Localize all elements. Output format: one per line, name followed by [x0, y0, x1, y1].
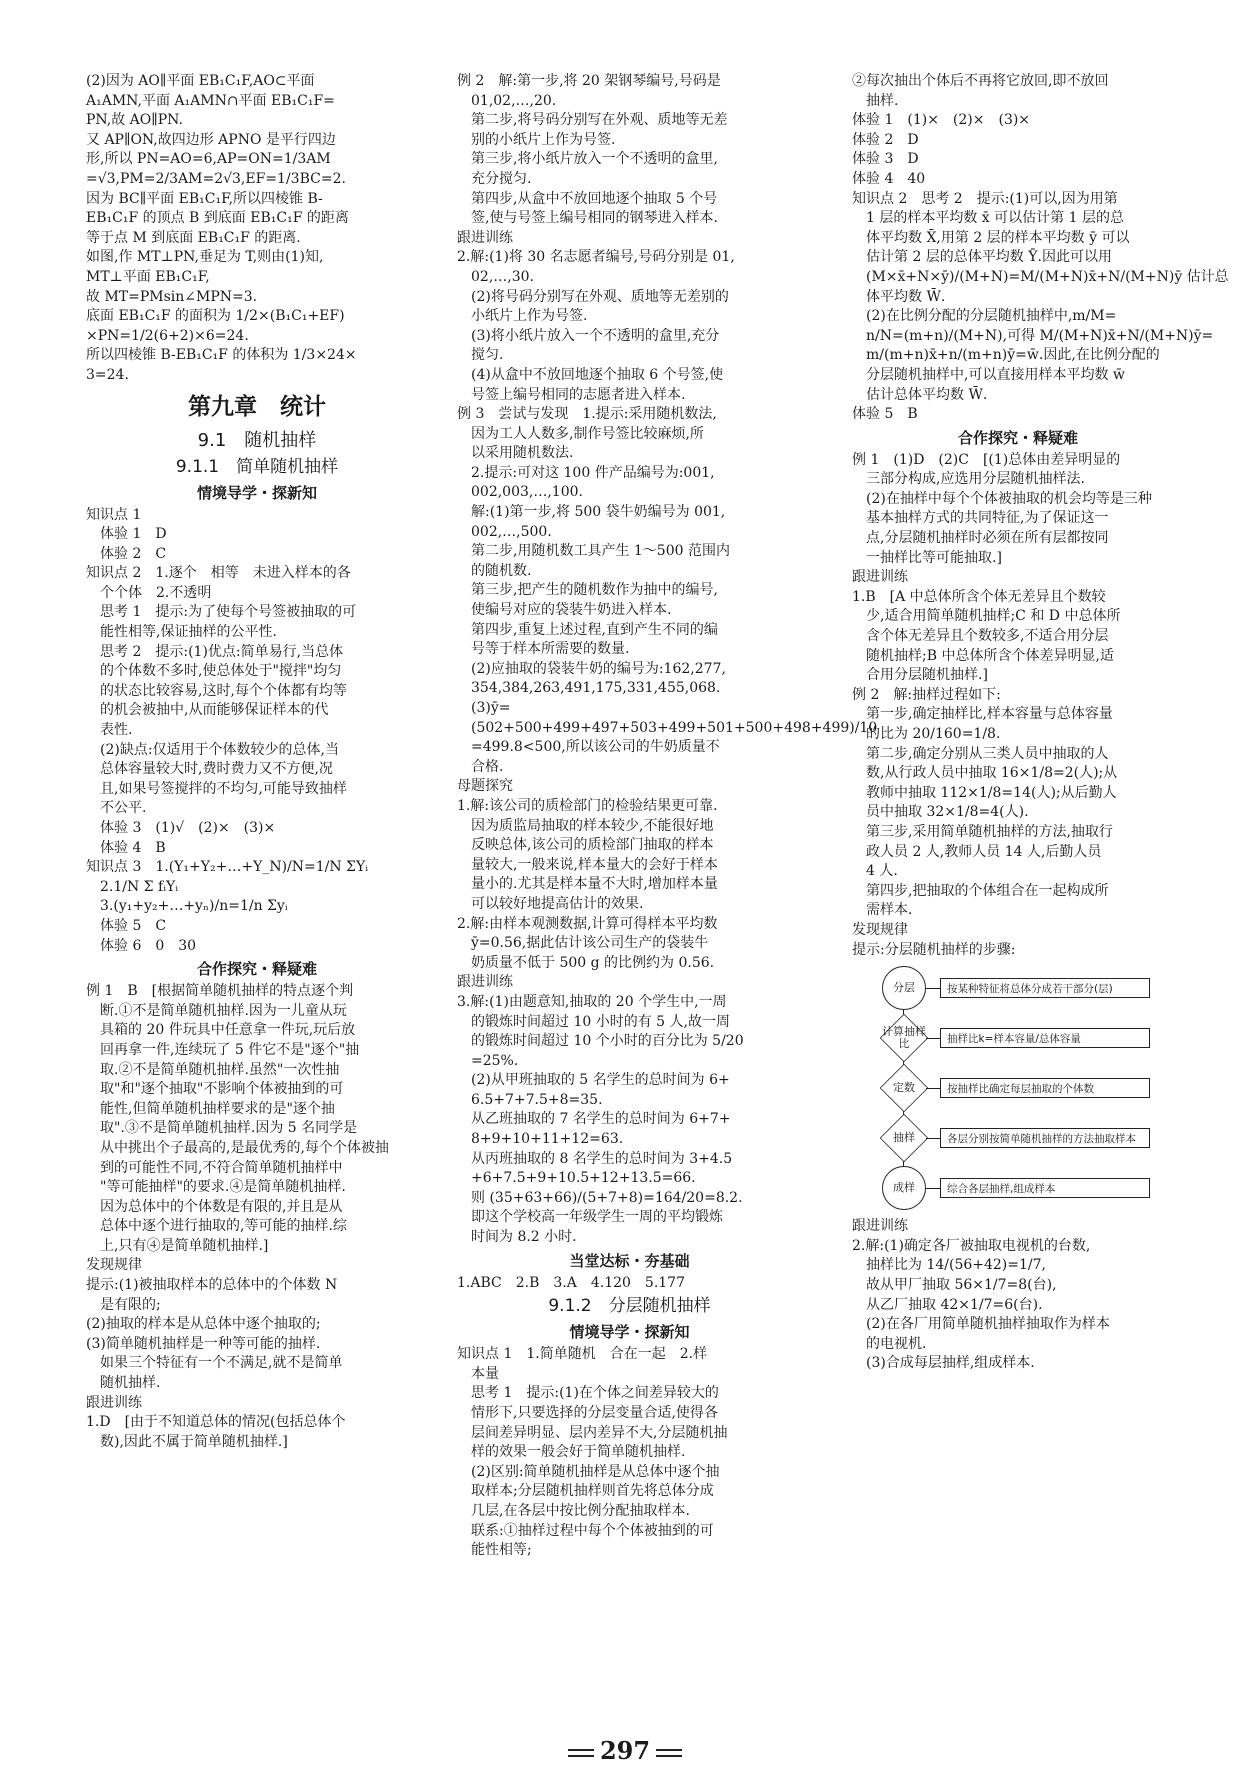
text-line: 2.提示:可对这 100 件产品编号为:001, [457, 464, 715, 481]
text-line: 抽样比为 14/(56+42)=1/7, [852, 1257, 1046, 1274]
text-line: MT⊥平面 EB₁C₁F, [86, 268, 210, 285]
text-line: 搅匀. [457, 347, 504, 364]
text-line: 第二步,用随机数工具产生 1～500 范围内 [457, 543, 730, 560]
text-line: 几层,在各层中按比例分配抽取样本. [457, 1502, 690, 1519]
text-line: 跟进训练 [457, 974, 513, 991]
text-line: 第三步,把产生的随机数作为抽中的编号, [457, 582, 718, 599]
text-line: 体验 5 B [852, 406, 918, 423]
text-line: 体验 3 D [852, 151, 919, 168]
text-line: 号等于样本所需要的数量. [457, 641, 630, 658]
text-line: 例 1 (1)D (2)C [(1)总体由差异明显的 [852, 451, 1121, 468]
text-line: 例 3 尝试与发现 1.提示:采用随机数法, [457, 406, 717, 423]
text-line: 思考 2 提示:(1)优点:简单易行,当总体 [86, 643, 344, 660]
text-line: (2)在比例分配的分层随机抽样中,m/M= [852, 308, 1117, 325]
text-line: 002,…,500. [457, 523, 552, 540]
band-heading-2: 合作探究・释疑难 [196, 960, 317, 979]
text-line: 体验 2 D [852, 131, 919, 148]
flow-link-3 [926, 1088, 940, 1089]
text-line: "等可能抽样"的要求.④是简单随机抽样. [86, 1179, 346, 1196]
band-heading-3: 当堂达标・夯基础 [569, 1251, 690, 1270]
text-line: 体平均数 W̄. [852, 288, 946, 305]
text-line: (3)简单随机抽样是一种等可能的抽样. [86, 1335, 321, 1352]
text-line: 能性相等; [457, 1542, 532, 1559]
flow-link-1 [926, 988, 940, 989]
text-line: 例 2 解:第一步,将 20 架钢琴编号,号码是 [457, 73, 721, 89]
text-line: 奶质量不低于 500 g 的比例约为 0.56. [457, 954, 715, 971]
page-number [560, 1736, 690, 1765]
text-line: 基本抽样方式的共同特征,为了保证这一 [852, 510, 1109, 527]
text-line: 随机抽样;B 中总体所含个体差异明显,适 [852, 647, 1114, 664]
text-line: 从乙班抽取的 7 名学生的总时间为 6+7+ [457, 1111, 731, 1128]
text-line: 的状态比较容易,这时,每个个体都有均等 [86, 682, 347, 699]
text-line: 取样本;分层随机抽样则首先将总体分成 [457, 1483, 714, 1500]
text-line: 取"和"逐个抽取"不影响个体被抽到的可 [86, 1081, 344, 1098]
text-line: =25%. [457, 1052, 519, 1069]
text-line: 的电视机. [852, 1335, 927, 1352]
text-line: 4 人. [852, 863, 898, 880]
col3-part3-block [852, 1217, 1184, 1374]
text-line: 知识点 2 思考 2 提示:(1)可以,因为用第 [852, 190, 1118, 207]
text-line: 3.(y₁+y₂+…+yₙ)/n=1/n Σyᵢ [86, 898, 288, 915]
text-line: 合用分层随机抽样.] [852, 667, 988, 684]
text-line: 思考 1 提示:为了使每个号签被抽取的可 [86, 604, 357, 621]
text-line: ×PN=1/2(6+2)×6=24. [86, 327, 249, 344]
text-line: 总体中逐个进行抽取的,等可能的抽样.综 [86, 1218, 347, 1235]
text-line: 能性,但简单随机抽样要求的是"逐个抽 [86, 1100, 335, 1117]
flow-node-4: 抽样 [882, 1116, 926, 1160]
text-line: 回再拿一件,连续玩了 5 件它不是"逐个"抽 [86, 1041, 360, 1058]
text-line: 能性相等,保证抽样的公平性. [86, 624, 277, 641]
flow-node-1: 分层 [882, 966, 926, 1010]
text-line: 发现规律 [852, 921, 908, 938]
text-line: 提示:分层随机抽样的步骤: [852, 941, 1016, 958]
band-heading-4: 情境导学・探新知 [569, 1323, 690, 1342]
text-line: 的个体数不多时,使总体处于"搅拌"均匀 [86, 663, 342, 680]
text-line: 体验 4 B [86, 839, 166, 856]
text-line: 第二步,将号码分别写在外观、质地等无差 [457, 112, 728, 129]
flow-node-3: 定数 [882, 1066, 926, 1110]
text-line: n/N=(m+n)/(M+N),可得 M/(M+N)x̄+N/(M+N)ȳ= [852, 327, 1214, 344]
flow-link-4 [926, 1138, 940, 1139]
text-line: 第二步,确定分别从三类人员中抽取的人 [852, 745, 1109, 762]
band-heading-1: 情境导学・探新知 [196, 483, 317, 502]
text-line: (2)在各厂用简单随机抽样抽取作为样本 [852, 1316, 1110, 1333]
text-line: 提示:(1)被抽取样本的总体中的个体数 N [86, 1277, 338, 1294]
text-line: 故 MT=PMsin∠MPN=3. [86, 288, 258, 305]
text-line: 第一步,确定抽样比,样本容量与总体容量 [852, 706, 1113, 723]
text-line: 且,如果号签搅拌的不均匀,可能导致抽样 [86, 780, 347, 797]
text-line: 断.①不是简单随机抽样.因为一儿童从玩 [86, 1002, 347, 1019]
text-line: 体验 2 C [86, 545, 167, 562]
text-line: m/(m+n)x̄+n/(m+n)ȳ=w̄.因此,在比例分配的 [852, 347, 1160, 364]
text-line: 第四步,重复上述过程,直到产生不同的编 [457, 621, 718, 638]
text-line: PN,故 AO∥PN. [86, 112, 183, 129]
text-line: A₁AMN,平面 A₁AMN∩平面 EB₁C₁F= [86, 92, 335, 109]
col3-part1-block [852, 72, 1229, 425]
flow-desc-1: 按某种特征将总体分成若干部分(层) [940, 978, 1150, 998]
text-line: 数),因此不属于简单随机抽样.] [86, 1433, 288, 1450]
text-line: 合格. [457, 758, 504, 775]
text-line: 3=24. [86, 366, 129, 383]
text-line: (3)将小纸片放入一个不透明的盒里,充分 [457, 327, 720, 344]
text-line: 体验 5 C [86, 917, 167, 934]
text-line: 体验 6 0 30 [86, 937, 197, 954]
text-line: 的随机数. [457, 562, 532, 579]
text-line: 三部分构成,应选用分层随机抽样法. [852, 471, 1085, 488]
text-line: 估计第 2 层的总体平均数 Ȳ.因此可以用 [852, 249, 1112, 266]
text-line: 所以四棱锥 B-EB₁C₁F 的体积为 1/3×24× [86, 347, 357, 364]
text-line: (3)合成每层抽样,组成样本. [852, 1355, 1035, 1372]
text-line: (2)缺点:仅适用于个体数较少的总体,当 [86, 741, 339, 758]
text-line: (2)抽取的样本是从总体中逐个抽取的; [86, 1316, 321, 1333]
text-line: 知识点 3 1.(Y₁+Y₂+…+Y_N)/N=1/N ΣYᵢ [86, 859, 369, 876]
text-line: 形,所以 PN=AO=6,AP=ON=1/3AM [86, 151, 331, 168]
text-line: 因为总体中的个体数是有限的,并且是从 [86, 1198, 343, 1215]
page-number-left-rule [568, 1749, 594, 1757]
flow-node-2: 计算抽样比 [882, 1016, 926, 1060]
text-line: 2.1/N Σ fᵢYᵢ [86, 878, 179, 895]
flow-node-5: 成样 [882, 1166, 926, 1210]
text-line: 因为工人人数多,制作号签比较麻烦,所 [457, 425, 704, 442]
text-line: 表性. [86, 722, 133, 739]
text-line: 2.解:(1)将 30 名志愿者编号,号码分别是 01, [457, 249, 735, 266]
text-line: 教师中抽取 112×1/8=14(人);从后勤人 [852, 784, 1117, 801]
text-line: 可以较好地提高估计的效果. [457, 895, 644, 912]
column-right [852, 72, 1229, 1374]
text-line: 点,分层随机抽样时必须在所有层都按同 [852, 530, 1109, 547]
text-line: 样的效果一般会好于简单随机抽样. [457, 1444, 686, 1461]
text-line: 第四步,从盒中不放回地逐个抽取 5 个号 [457, 190, 718, 207]
flow-desc-5: 综合各层抽样,组成样本 [940, 1178, 1150, 1198]
text-line: 充分搅匀. [457, 170, 532, 187]
text-line: 需样本. [852, 902, 913, 919]
text-line: 知识点 1 [86, 506, 142, 523]
text-line: 从中挑出个子最高的,是最优秀的,每个个体被抽 [86, 1139, 389, 1156]
text-line: 抽样. [852, 92, 899, 109]
text-line: 少,适合用简单随机抽样;C 和 D 中总体所 [852, 608, 1121, 625]
text-line: 002,003,…,100. [457, 484, 583, 501]
text-line: (4)从盒中不放回地逐个抽取 6 个号签,使 [457, 366, 724, 383]
text-line: 思考 1 提示:(1)在个体之间差异较大的 [457, 1385, 719, 1402]
subsection-title-2: 9.1.2 分层随机抽样 [548, 1296, 711, 1317]
text-line: 时间为 8.2 小时. [457, 1229, 577, 1246]
text-line: 反映总体,该公司的质检部门抽取的样本 [457, 837, 714, 854]
text-line: 体验 1 (1)× (2)× (3)× [852, 112, 1031, 129]
text-line: 上,只有④是简单随机抽样.] [86, 1237, 269, 1254]
text-line: 体平均数 X̄,用第 2 层的样本平均数 ȳ 可以 [852, 229, 1130, 246]
text-line: 6.5+7+7.5+8=35. [457, 1091, 603, 1108]
text-line: 从乙厂抽取 42×1/7=6(台). [852, 1296, 1043, 1313]
text-line: 因为 BC∥平面 EB₁C₁F,所以四棱锥 B- [86, 190, 323, 207]
text-line: 的比为 20/160=1/8. [852, 726, 1001, 742]
text-line: 量较大,一般来说,样本量大的会好于样本 [457, 856, 718, 873]
text-line: 发现规律 [86, 1257, 142, 1274]
section-title: 9.1 随机抽样 [197, 429, 317, 451]
text-line: 又 AP∥ON,故四边形 APNO 是平行四边 [86, 131, 336, 148]
text-line: 跟进训练 [86, 1394, 142, 1411]
text-line: 数,从行政人员中抽取 16×1/8=2(人);从 [852, 765, 1118, 782]
text-line: 的锻炼时间超过 10 小时的有 5 人,故一周 [457, 1013, 730, 1030]
text-line: (2)因为 AO∥平面 EB₁C₁F,AO⊂平面 [86, 73, 315, 89]
text-line: 到的可能性不同,不符合简单随机抽样中 [86, 1159, 343, 1176]
text-line: 母题探究 [457, 778, 513, 795]
col1-part1-block [86, 506, 428, 957]
text-line: 签,使与号签上编号相同的钢琴进入样本. [457, 210, 718, 227]
col3-part2-block [852, 451, 1184, 960]
stratified-sampling-flowchart [852, 966, 1184, 1211]
page-number-right-rule [656, 1749, 682, 1757]
flow-desc-3: 按抽样比确定每层抽取的个体数 [940, 1078, 1150, 1098]
text-line: (2)区别:简单随机抽样是从总体中逐个抽 [457, 1463, 720, 1480]
text-line: 底面 EB₁C₁F 的面积为 1/2×(B₁C₁+EF) [86, 308, 345, 325]
text-line: 1 层的样本平均数 x̄ 可以估计第 1 层的总 [852, 210, 1124, 227]
text-line: 1.B [A 中总体所含个体无差异且个数较 [852, 588, 1106, 605]
text-line: (2)从甲班抽取的 5 名学生的总时间为 6+ [457, 1072, 730, 1089]
text-line: 体验 3 (1)√ (2)× (3)× [86, 820, 276, 836]
text-line: 体验 1 D [86, 526, 167, 543]
text-line: 取.②不是简单随机抽样.虽然"一次性抽 [86, 1061, 340, 1078]
text-line: 如果三个特征有一个不满足,就不是简单 [86, 1355, 343, 1372]
text-line: 的锻炼时间超过 10 个小时的百分比为 5/20 [457, 1033, 744, 1050]
text-line: 跟进训练 [852, 569, 908, 586]
col1-top-block [86, 72, 428, 386]
text-line: 解:(1)第一步,将 500 袋牛奶编号为 001, [457, 504, 726, 521]
text-line: ②每次抽出个体后不再将它放回,即不放回 [852, 73, 1109, 89]
text-line: (2)应抽取的袋装牛奶的编号为:162,277, [457, 660, 726, 677]
text-line: 例 1 B [根据简单随机抽样的特点逐个判 [86, 983, 354, 1000]
text-line: 分层随机抽样中,可以直接用样本平均数 w̄ [852, 366, 1125, 383]
text-line: 第四步,把抽取的个体组合在一起构成所 [852, 882, 1109, 899]
text-line: 一抽样比等可能抽取.] [852, 549, 1002, 566]
text-line: 具箱的 20 件玩具中任意拿一件玩,玩后放 [86, 1022, 356, 1039]
page-number-value: 297 [599, 1736, 651, 1765]
text-line: 使编号对应的袋装牛奶进入样本. [457, 602, 672, 619]
text-line: 取".③不是简单随机抽样.因为 5 名同学是 [86, 1120, 358, 1137]
text-line: 员中抽取 32×1/8=4(人). [852, 804, 1029, 821]
text-line: 不公平. [86, 800, 147, 817]
text-line: 知识点 1 1.简单随机 合在一起 2.样 [457, 1346, 708, 1363]
text-line: 别的小纸片上作为号签. [457, 131, 616, 148]
subsection-title: 9.1.1 简单随机抽样 [175, 456, 339, 477]
col2-part2-block [457, 1345, 802, 1561]
text-line: 层间差异明显、层内差异不大,分层随机抽 [457, 1424, 728, 1441]
text-line: =√3,PM=2/3AM=2√3,EF=1/3BC=2. [86, 170, 346, 187]
flow-desc-2: 抽样比k=样本容量/总体容量 [940, 1028, 1150, 1048]
text-line: 因为质监局抽取的样本较少,不能很好地 [457, 817, 714, 834]
text-line: 号签上编号相同的志愿者进入样本. [457, 386, 686, 403]
text-line: 第三步,采用简单随机抽样的方法,抽取行 [852, 823, 1113, 840]
text-line: ȳ=0.56,据此估计该公司生产的袋装牛 [457, 935, 709, 952]
band-heading-5: 合作探究・释疑难 [957, 428, 1078, 447]
flow-desc-4: 各层分别按简单随机抽样的方法抽取样本 [940, 1128, 1150, 1148]
flow-link-5 [926, 1188, 940, 1189]
text-line: (M×x̄+N×ȳ)/(M+N)=M/(M+N)x̄+N/(M+N)ȳ 估计总 [852, 268, 1229, 285]
text-line: 8+9+10+11+12=63. [457, 1131, 624, 1148]
text-line: (3)ȳ= [457, 700, 511, 716]
text-line: 的机会被抽中,从而能够保证样本的代 [86, 702, 329, 719]
text-line: 跟进训练 [852, 1218, 908, 1235]
text-line: 则 (35+63+66)/(5+7+8)=164/20=8.2. [457, 1189, 743, 1206]
text-line: 02,…,30. [457, 268, 534, 285]
chapter-title: 第九章 统计 [188, 393, 326, 420]
text-line: 01,02,…,20. [457, 92, 557, 109]
text-line: 情形下,只要选择的分层变量合适,使得各 [457, 1405, 718, 1421]
text-line: 等于点 M 到底面 EB₁C₁F 的距离. [86, 229, 301, 246]
text-line: 联系:①抽样过程中每个个体被抽到的可 [457, 1522, 714, 1539]
column-left [86, 72, 428, 1452]
text-line: 政人员 2 人,教师人员 14 人,后勤人员 [852, 843, 1102, 860]
text-line: 跟进训练 [457, 229, 513, 246]
text-line: 含个体无差异且个数较多,不适合用分层 [852, 628, 1109, 645]
flow-link-2 [926, 1038, 940, 1039]
text-line: 个个体 2.不透明 [86, 584, 212, 601]
text-line: 2.解:(1)确定各厂被抽取电视机的台数, [852, 1237, 1091, 1254]
text-line: 如图,作 MT⊥PN,垂足为 T,则由(1)知, [86, 249, 324, 266]
text-line: EB₁C₁F 的顶点 B 到底面 EB₁C₁F 的距离 [86, 210, 349, 227]
text-line: 以采用随机数法. [457, 445, 574, 462]
text-line: 知识点 2 1.逐个 相等 未进入样本的各 [86, 565, 351, 582]
text-line: 2.解:由样本观测数据,计算可得样本平均数 [457, 915, 718, 932]
col1-part2-block [86, 982, 428, 1452]
text-line: 例 2 解:抽样过程如下: [852, 686, 1001, 703]
text-line: (502+500+499+497+503+499+501+500+498+499)/10 [457, 719, 878, 736]
text-line: 即这个学校高一年级学生一周的平均锻炼 [457, 1209, 723, 1226]
text-line: 小纸片上作为号签. [457, 308, 588, 325]
text-line: (2)在抽样中每个个体被抽取的机会均等是三种 [852, 490, 1152, 507]
text-line: 故从甲厂抽取 56×1/7=8(台), [852, 1276, 1057, 1293]
text-line: 量小的.尤其是样本量不大时,增加样本量 [457, 876, 718, 893]
text-line: 1.解:该公司的质检部门的检验结果更可靠. [457, 797, 718, 814]
text-line: =499.8<500,所以该公司的牛奶质量不 [457, 739, 720, 756]
text-line: 体验 4 40 [852, 170, 926, 187]
text-line: 354,384,263,491,175,331,455,068. [457, 680, 721, 697]
text-line: (2)将号码分别写在外观、质地等无差别的 [457, 288, 729, 305]
text-line: 1.D [由于不知道总体的情况(包括总体个 [86, 1414, 346, 1431]
quick-answers: 1.ABC 2.B 3.A 4.120 5.177 [457, 1274, 685, 1291]
text-line: 总体容量较大时,费时费力又不方便,况 [86, 761, 333, 778]
text-line: 第三步,将小纸片放入一个不透明的盒里, [457, 151, 718, 168]
text-line: 从丙班抽取的 8 名学生的总时间为 3+4.5 [457, 1150, 733, 1167]
text-line: 估计总体平均数 W̄. [852, 386, 988, 403]
text-line: 是有限的; [86, 1296, 161, 1313]
text-line: 3.解:(1)由题意知,抽取的 20 个学生中,一周 [457, 993, 727, 1010]
text-line: +6+7.5+9+10.5+12+13.5=66. [457, 1170, 696, 1187]
text-line: 随机抽样. [86, 1375, 161, 1392]
text-line: 本量 [457, 1365, 499, 1382]
